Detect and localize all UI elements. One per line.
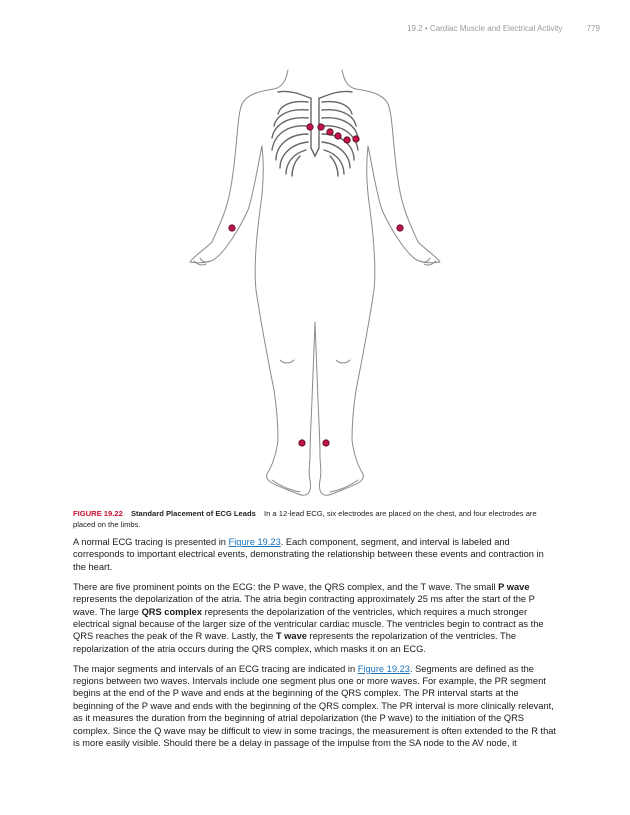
electrode-left-arm bbox=[397, 225, 403, 231]
running-header bbox=[407, 24, 600, 33]
paragraph-2: There are five prominent points on the ECG: the P wave, the QRS complex, and the T wave. The small P wave represents the depolarization of the atria. The atria begin contracting approximately 25 ms after the start of the P wave. The large QRS complex represents the depolarization of the ventricles, which requires a much stronger electrical signal because of the larger size of the ventricular cardiac muscle. The ventricles begin to contract as the QRS reaches the peak of the R wave. Lastly, the T wave represents the repolarization of the ventricles. The repolarization of the atria occurs during the QRS complex, which masks it on an ECG. bbox=[73, 581, 544, 654]
paragraph-3: The major segments and intervals of an ECG tracing are indicated in Figure 19.23. Segments are defined as the regions between two waves. Intervals include one segment plus one or more waves. For example, the PR segment begins at the end of the P wave and ends at the beginning of the QRS complex. The PR interval starts at the beginning of the P wave and ends with the beginning of the QRS complex. The PR interval is more clinically relevant, as it measures the duration from the beginning of atrial depolarization (the P wave) to the initiation of the QRS complex. Since the Q wave may be difficult to view in some tracings, the measurement is often extended to the R that is more easily visible. Should there be a delay in passage of the impulse from the SA node to the AV node, it bbox=[73, 663, 556, 749]
paragraph-1: A normal ECG tracing is presented in Figure 19.23. Each component, segment, and interval is labeled and corresponds to important electrical events, demonstrating the relationship between these events and contraction in the heart. bbox=[73, 537, 544, 572]
ecg-lead-placement-figure bbox=[150, 60, 480, 505]
electrode-v6 bbox=[353, 136, 359, 142]
figure-19-23-link[interactable]: Figure 19.23 bbox=[357, 663, 410, 674]
section-title: 19.2 • Cardiac Muscle and Electrical Activity bbox=[407, 24, 563, 33]
right-hand-fingers bbox=[420, 258, 436, 265]
page-number: 779 bbox=[586, 24, 600, 33]
figure-19-23-link[interactable]: Figure 19.23 bbox=[228, 537, 281, 547]
left-knee bbox=[280, 360, 294, 363]
body-outline-illustration bbox=[150, 60, 480, 505]
electrode-v5 bbox=[344, 137, 350, 143]
electrode-v4 bbox=[335, 133, 341, 139]
left-hand-fingers bbox=[194, 258, 210, 265]
right-foot-toes bbox=[330, 480, 358, 492]
right-knee bbox=[336, 360, 350, 363]
term-t-wave: T wave bbox=[275, 631, 307, 642]
electrode-right-leg bbox=[299, 440, 305, 446]
body-text bbox=[73, 536, 557, 757]
figure-label: FIGURE 19.22 bbox=[73, 509, 123, 518]
electrode-v3 bbox=[327, 129, 333, 135]
figure-title: Standard Placement of ECG Leads bbox=[130, 509, 256, 518]
electrode-v2 bbox=[318, 124, 324, 130]
electrode-left-leg bbox=[323, 440, 329, 446]
term-p-wave: P wave bbox=[498, 581, 530, 592]
figure-caption bbox=[73, 509, 557, 530]
left-foot-toes bbox=[272, 480, 300, 492]
body-outline bbox=[190, 70, 440, 495]
electrode-right-arm bbox=[229, 225, 235, 231]
rib-cage bbox=[272, 91, 358, 176]
term-qrs-complex: QRS complex bbox=[141, 606, 203, 617]
figure-description: In a 12-lead ECG, six electrodes are placed on the chest, and four electrodes are placed on the limbs. bbox=[73, 509, 537, 529]
electrode-v1 bbox=[307, 124, 313, 130]
